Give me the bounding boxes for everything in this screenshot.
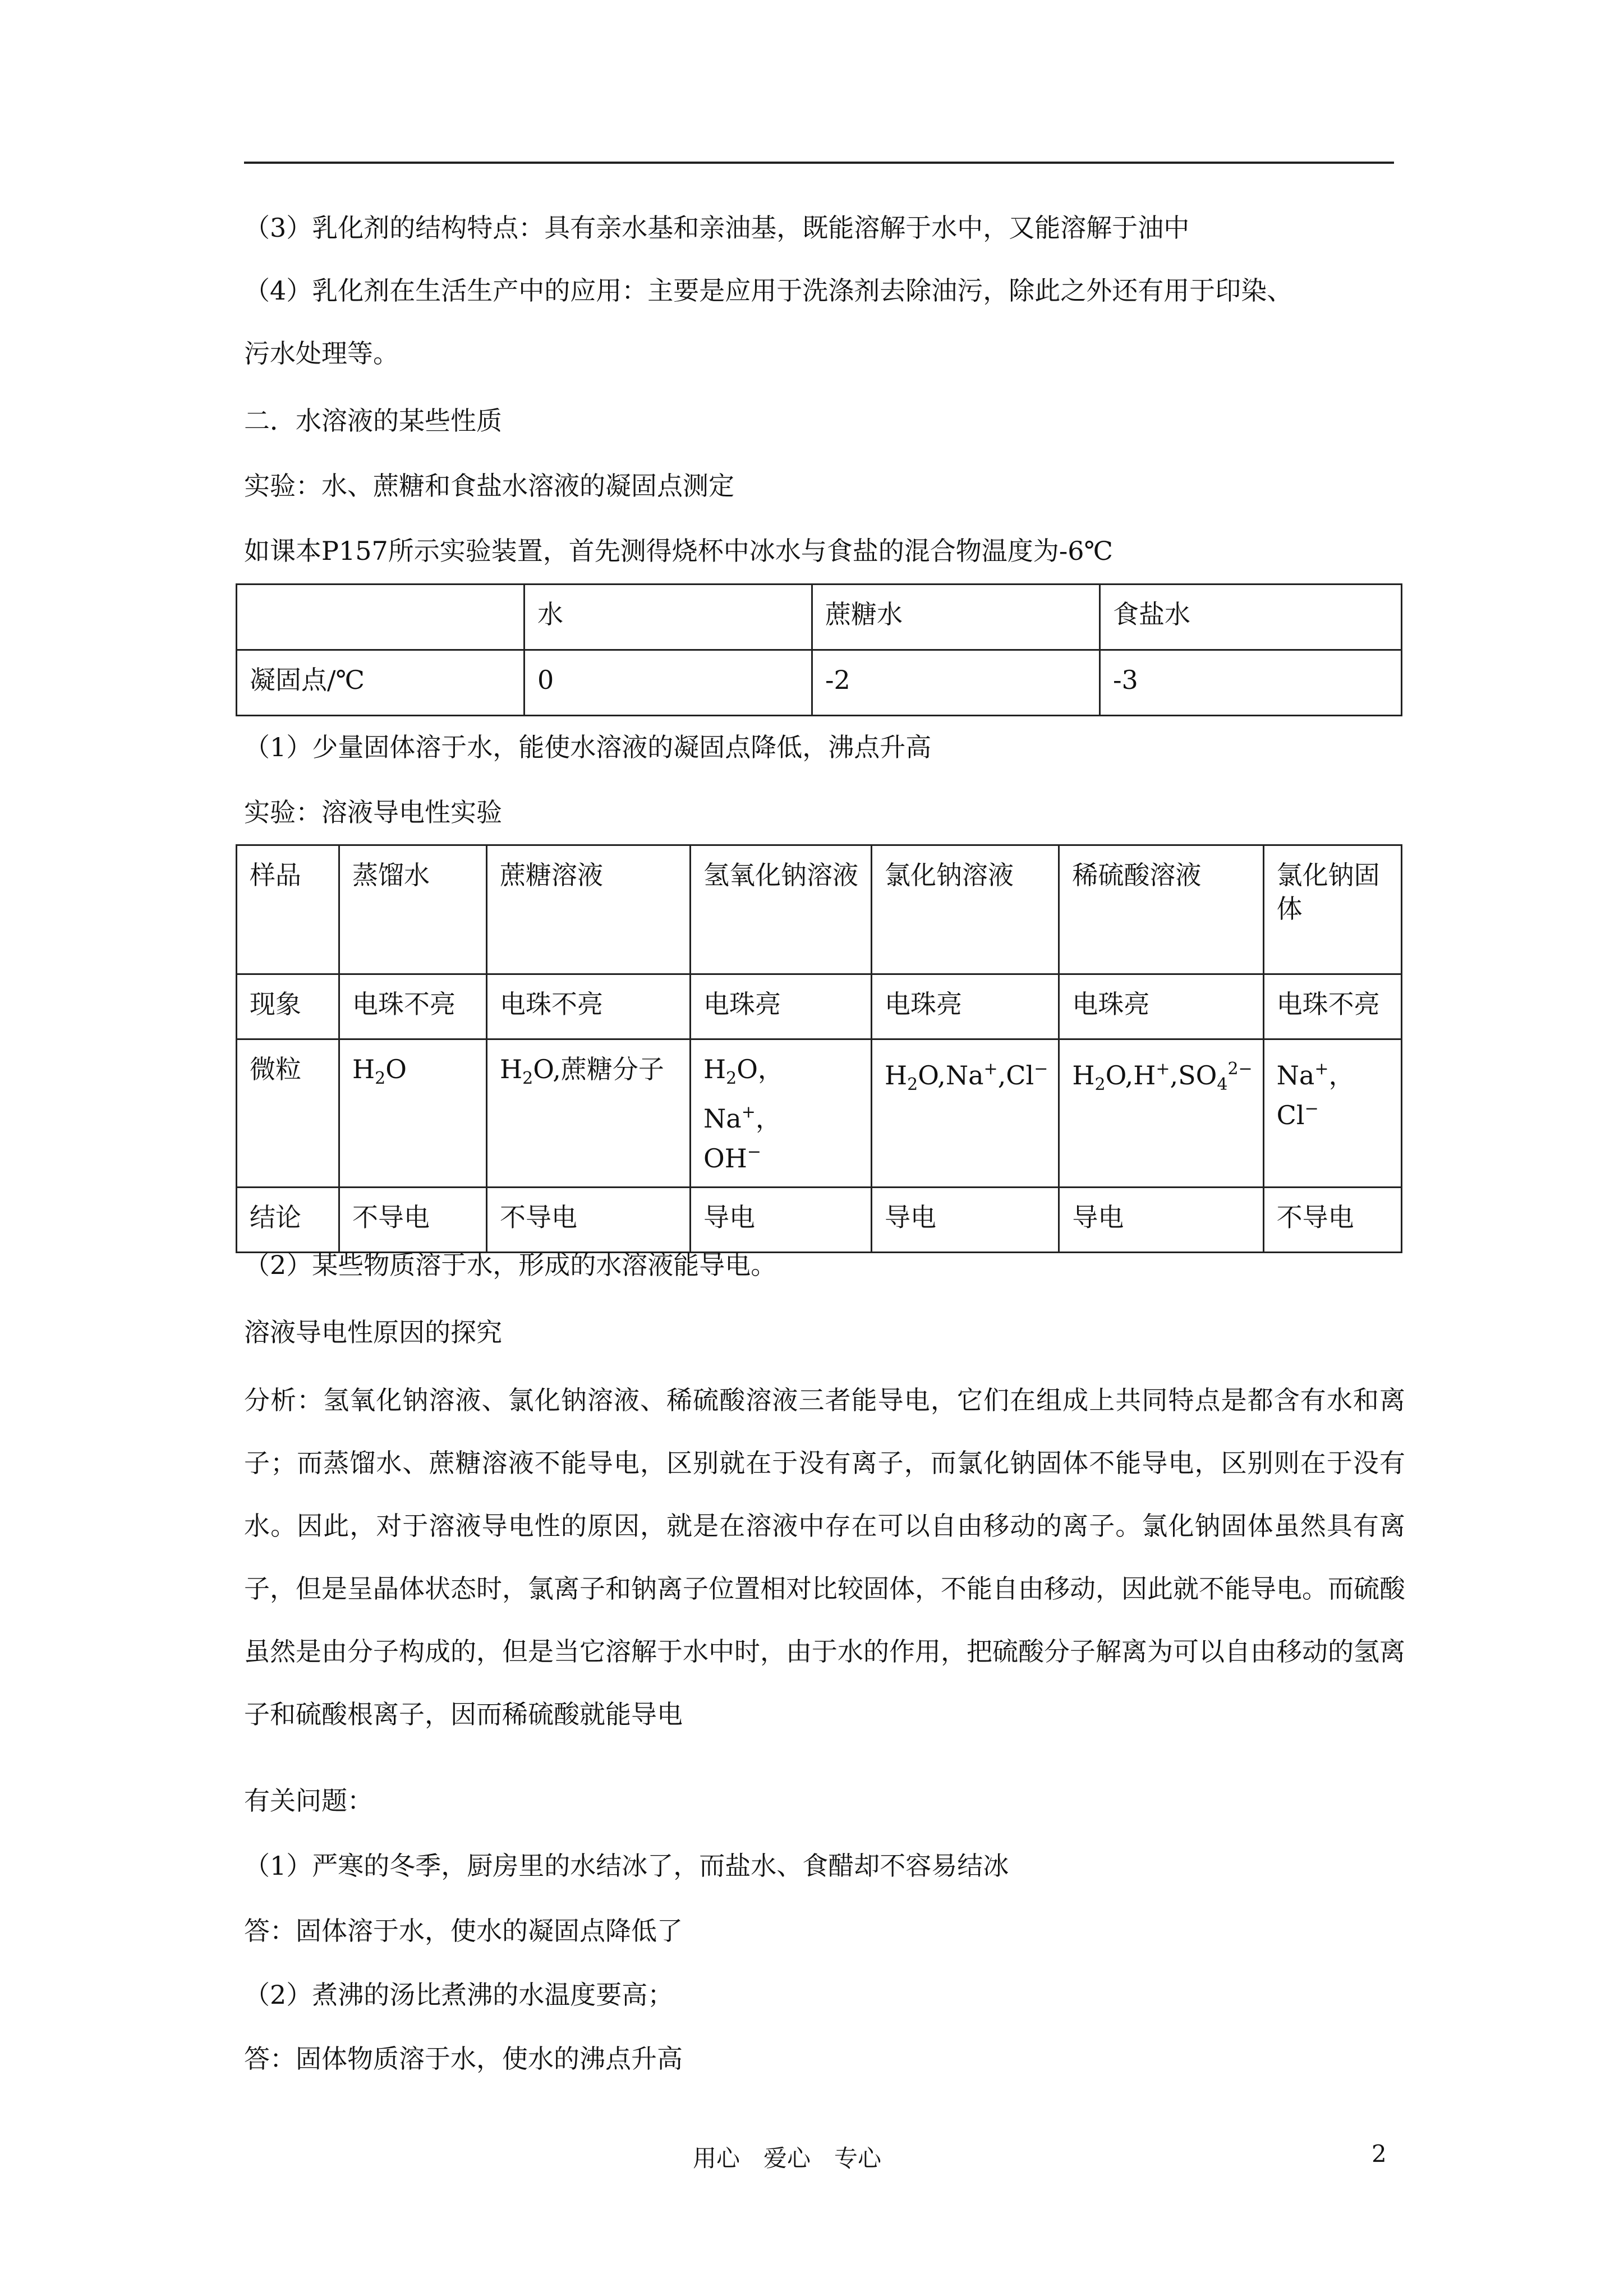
footer-motto: 用心 爱心 专心 xyxy=(693,2145,882,2172)
analysis-paragraph: 分析：氢氧化钠溶液、氯化钠溶液、稀硫酸溶液三者能导电，它们在组成上共同特点是都含有水和离子；而蒸馏水、蔗糖溶液不能导电，区别就在于没有离子，而氯化钠固体不能导电，区别则在于没有水。因此，对于溶液导电性的原因，就是在溶液中存在可以自由移动的离子。氯化钠固体虽然具有离子，但是呈晶体状态时，氯离子和钠离子位置相对比较固体，不能自由移动，因此就不能导电。而硫酸虽然是由分子构成的，但是当它溶解于水中时，由于水的作用，把硫酸分子解离为可以自由移动的氢离子和硫酸根离子，因而稀硫酸就能导电 xyxy=(244,1385,1405,1729)
formula-cell: $H_2O,H^+,SO_4^{2-}$ xyxy=(1059,1039,1263,1188)
table-cell: 蔗糖水 xyxy=(812,585,1100,650)
table-cell: 微粒 xyxy=(237,1039,339,1188)
table-row xyxy=(237,1039,1402,1188)
text-line: （4）乳化剂在生活生产中的应用：主要是应用于洗涤剂去除油污，除此之外还有用于印染、 xyxy=(244,275,1293,306)
table-cell: 不导电 xyxy=(339,1188,487,1253)
table-cell: 结论 xyxy=(237,1188,339,1253)
section-heading: 二．水溶液的某些性质 xyxy=(244,406,502,436)
table-cell: 水 xyxy=(525,585,812,650)
table-cell xyxy=(237,585,525,650)
table-cell: 现象 xyxy=(237,974,339,1039)
text-line: （1）严寒的冬季，厨房里的水结冰了，而盐水、食醋却不容易结冰 xyxy=(244,1851,1009,1881)
text-line: 实验：水、蔗糖和食盐水溶液的凝固点测定 xyxy=(244,471,734,501)
table-cell: 凝固点/℃ xyxy=(237,650,525,716)
formula-cell: Na+，Cl− xyxy=(1263,1039,1401,1188)
table-cell: 0 xyxy=(525,650,812,716)
text-line: 污水处理等。 xyxy=(244,338,399,369)
table-cell: 电珠不亮 xyxy=(1263,974,1401,1039)
text-line: 实验：溶液导电性实验 xyxy=(244,797,502,827)
table-cell: 电珠不亮 xyxy=(339,974,487,1039)
table-row xyxy=(237,845,1402,974)
table-row xyxy=(237,974,1402,1039)
text-line: （2）煮沸的汤比煮沸的水温度要高； xyxy=(244,1980,674,2010)
conductivity-table xyxy=(236,844,1402,1253)
formula-cell: $H_2O$,蔗糖分子 xyxy=(487,1039,691,1188)
table-cell: 氯化钠溶液 xyxy=(872,845,1059,974)
formula-text: ,蔗糖分子 xyxy=(553,1054,664,1084)
table-row xyxy=(237,650,1402,716)
table-cell: 样品 xyxy=(237,845,339,974)
text-line: （3）乳化剂的结构特点：具有亲水基和亲油基，既能溶解于水中，又能溶解于油中 xyxy=(244,213,1190,243)
table-cell: 不导电 xyxy=(487,1188,691,1253)
formula-cell: $H_2O,Na^+,Cl^-$ xyxy=(872,1039,1059,1188)
text-line: 答：固体物质溶于水，使水的沸点升高 xyxy=(244,2044,683,2074)
table-cell: 电珠亮 xyxy=(872,974,1059,1039)
table-cell: 导电 xyxy=(1059,1188,1263,1253)
formula-cell: $H_2O$，Na+， OH− xyxy=(691,1039,872,1188)
formula-cell: $H_2O$ xyxy=(339,1039,487,1188)
table-cell: -3 xyxy=(1100,650,1402,716)
table-cell: 氯化钠固体 xyxy=(1263,845,1401,974)
table-cell: 导电 xyxy=(872,1188,1059,1253)
page-number: 2 xyxy=(1372,2140,1387,2168)
table-row xyxy=(237,585,1402,650)
table-cell: 不导电 xyxy=(1263,1188,1401,1253)
table-cell: 电珠不亮 xyxy=(487,974,691,1039)
table-cell: 电珠亮 xyxy=(691,974,872,1039)
text-line: 如课本P157所示实验装置，首先测得烧杯中冰水与食盐的混合物温度为-6℃ xyxy=(244,536,1114,566)
table-cell: 导电 xyxy=(691,1188,872,1253)
table-cell: 食盐水 xyxy=(1100,585,1402,650)
table-cell: 稀硫酸溶液 xyxy=(1059,845,1263,974)
table-row xyxy=(237,1188,1402,1253)
table-cell: 电珠亮 xyxy=(1059,974,1263,1039)
text-line: （1）少量固体溶于水，能使水溶液的凝固点降低，沸点升高 xyxy=(244,732,932,762)
text-line: 有关问题： xyxy=(244,1786,373,1816)
text-line: 溶液导电性原因的探究 xyxy=(244,1317,502,1347)
table-cell: 氢氧化钠溶液 xyxy=(691,845,872,974)
table-cell: -2 xyxy=(812,650,1100,716)
table-cell: 蒸馏水 xyxy=(339,845,487,974)
freezing-point-table xyxy=(236,583,1402,716)
table-cell: 蔗糖溶液 xyxy=(487,845,691,974)
header-rule xyxy=(244,162,1394,164)
text-line: 答：固体溶于水，使水的凝固点降低了 xyxy=(244,1916,683,1946)
text-line: （2）某些物质溶于水，形成的水溶液能导电。 xyxy=(244,1250,777,1280)
